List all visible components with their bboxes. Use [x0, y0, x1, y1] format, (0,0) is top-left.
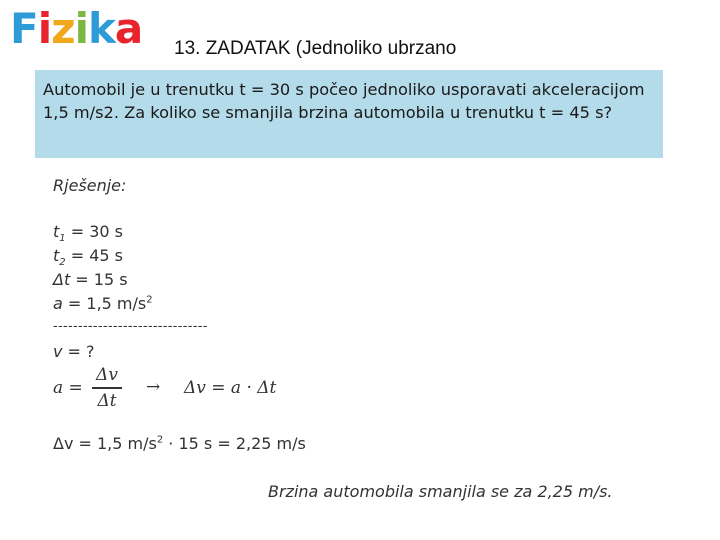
conclusion: Brzina automobila smanjila se za 2,25 m/s.: [268, 482, 613, 501]
logo-letter: z: [51, 4, 75, 53]
logo-letter: a: [114, 4, 143, 53]
calc-exponent: 2: [156, 434, 164, 446]
formula-a: a: [53, 378, 64, 398]
formula-rhs: Δv = a · Δt: [184, 378, 277, 398]
formula-equals: =: [68, 378, 83, 398]
logo-letter: k: [87, 4, 115, 53]
arrow-icon: →: [146, 377, 161, 397]
dt-symbol: Δt: [53, 270, 71, 289]
dt-value: = 15 s: [70, 270, 128, 289]
a-exponent: 2: [146, 294, 153, 306]
a-symbol: a: [53, 294, 63, 313]
formula-lhs: [53, 378, 83, 398]
fraction-denominator: Δt: [97, 390, 117, 411]
t1-symbol: t: [53, 222, 60, 241]
t2-subscript: 2: [59, 257, 66, 269]
t2-value: = 45 s: [65, 246, 124, 265]
page-title: 13. ZADATAK (Jednoliko ubrzano: [174, 38, 457, 59]
solution-heading: Rješenje:: [53, 176, 127, 195]
logo-letter: i: [74, 4, 88, 53]
t1-subscript: 1: [59, 233, 66, 245]
v-value: = ?: [62, 342, 95, 361]
given-t1: [53, 222, 124, 245]
logo-letter: i: [37, 4, 52, 53]
fraction-bar: [92, 387, 122, 389]
t2-symbol: t: [53, 246, 60, 265]
unknown-v: [53, 342, 95, 362]
given-t2: [53, 246, 124, 269]
v-symbol: v: [53, 342, 63, 361]
logo-letter: F: [10, 4, 38, 53]
calc-start: Δv = 1,5 m/s: [53, 434, 157, 453]
task-text: Automobil je u trenutku t = 30 s počeo jednoliko usporavati akceleracijom 1,5 m/s2. Za koliko se smanjila brzina automobila u trenutku t = 45 s?: [43, 80, 645, 122]
fizika-logo: [10, 4, 142, 54]
task-statement: [35, 70, 663, 158]
t1-value: = 30 s: [65, 222, 124, 241]
formula-fraction: [92, 364, 122, 412]
given-dt: [53, 270, 128, 290]
fraction-numerator: Δv: [96, 365, 118, 385]
given-a: [53, 294, 153, 314]
a-value: = 1,5 m/s: [62, 294, 147, 313]
calc-end: · 15 s = 2,25 m/s: [163, 434, 306, 453]
calculation: [53, 434, 306, 454]
divider-line: -------------------------------: [53, 319, 208, 334]
